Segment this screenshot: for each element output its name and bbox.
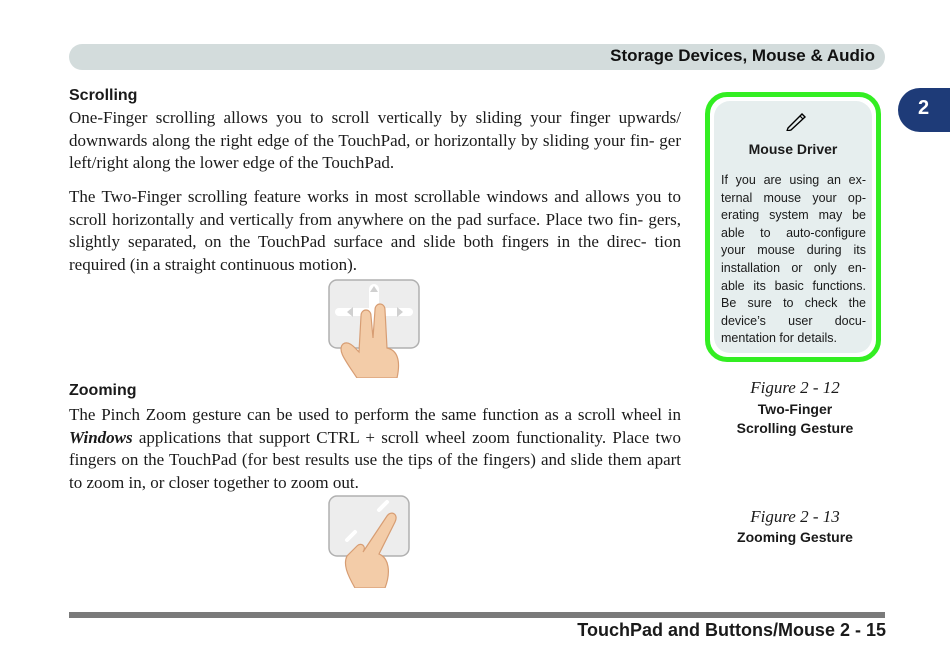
two-finger-scroll-illustration — [327, 278, 423, 378]
scrolling-paragraph-1: One-Finger scrolling allows you to scroll vertically by sliding your finger upwards/ downwards along the right edge of the TouchPad, or horizontally by sliding your fin- ger left/right along the lower edge of the TouchPad. — [69, 108, 681, 172]
note-inner — [714, 101, 872, 353]
scrolling-heading: Scrolling — [69, 87, 138, 104]
chapter-tab — [898, 88, 950, 132]
header-title: Storage Devices, Mouse & Audio — [610, 46, 875, 65]
figure-2-12-title-line1: Two-Finger — [757, 401, 833, 417]
figure-2-12-label: Figure 2 - 12 — [750, 378, 840, 397]
footer-rule — [69, 612, 885, 618]
figure-2-12-title-line2: Scrolling Gesture — [736, 420, 854, 436]
figure-2-13-title: Zooming Gesture — [737, 529, 853, 545]
header-bar — [69, 44, 885, 70]
figure-2-13-label: Figure 2 - 13 — [750, 507, 840, 526]
note-box — [705, 92, 881, 362]
note-title: Mouse Driver — [748, 141, 838, 157]
zooming-text-after: applications that support CTRL + scroll wheel zoom functionality. Place two fingers on the TouchPad (for best results use the tips of the fingers) and slide them apart to zoom in, or closer together to zoom out. — [69, 427, 681, 492]
zooming-paragraph — [69, 404, 681, 494]
note-text: If you are using an ex- ternal mouse your op- erating system may be able to auto-configure your mouse during its installation or only en- able its basic functions. Be sure to check the device’s user docu- mentation for details. — [721, 173, 866, 346]
footer-text: TouchPad and Buttons/Mouse 2 - 15 — [577, 620, 886, 640]
zoom-gesture-illustration — [327, 494, 413, 588]
zooming-heading: Zooming — [69, 382, 137, 399]
pencil-icon — [784, 111, 808, 131]
chapter-number: 2 — [918, 97, 930, 119]
windows-emphasis: Windows — [69, 427, 133, 447]
zooming-text-before: The Pinch Zoom gesture can be used to perform the same function as a scroll wheel in — [69, 405, 681, 424]
scrolling-paragraph-2: The Two-Finger scrolling feature works in most scrollable windows and allows you to scroll horizontally and vertically from anywhere on the pad surface. Place two fin- gers, slightly separated, on the TouchPad surface and slide both fingers in the direc- tion required (in a straight continuous motion). — [69, 187, 681, 274]
